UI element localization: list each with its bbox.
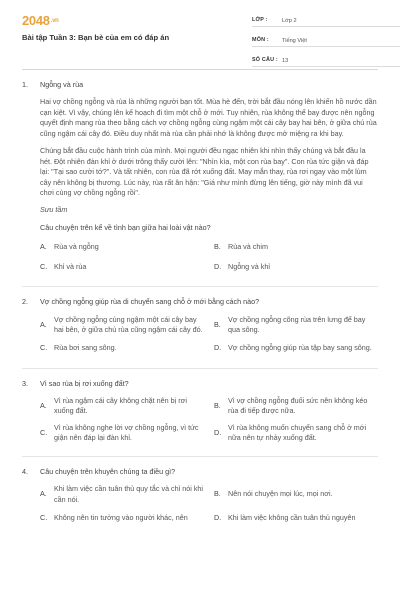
question-3 [22, 379, 378, 444]
question-4 [22, 467, 378, 525]
logo-tld: .vn [50, 18, 59, 24]
reading-passage [40, 97, 378, 215]
option-text: Vợ chồng ngỗng giúp rùa tập bay sang sông. [228, 343, 372, 353]
question-1 [22, 80, 378, 274]
option-text: Khi làm việc không cần tuân thủ nguyên [228, 512, 356, 522]
question-number: 1. [22, 80, 28, 89]
option-letter: D. [214, 428, 222, 438]
question-divider [22, 368, 378, 369]
meta-value: Tiếng Việt [282, 37, 307, 44]
meta-row-subject [252, 34, 400, 47]
answer-options [40, 396, 378, 444]
option-b[interactable] [214, 315, 378, 336]
option-d[interactable] [214, 260, 378, 274]
page-title: Bài tập Tuần 3: Bạn bè của em có đáp án [22, 33, 170, 42]
option-a[interactable] [40, 484, 204, 505]
option-a[interactable] [40, 240, 204, 254]
option-letter: C. [40, 512, 48, 522]
option-a[interactable] [40, 396, 204, 417]
meta-key: SỐ CÂU : [252, 57, 278, 64]
option-letter: B. [214, 401, 221, 411]
option-d[interactable] [214, 423, 378, 444]
option-text: Vợ chồng ngỗng cõng rùa trên lưng để bay qua sông. [228, 314, 366, 335]
option-text: Không nên tin tưởng vào người khác, nên [54, 512, 188, 522]
answer-options [40, 484, 378, 525]
question-number: 2. [22, 297, 28, 307]
option-c[interactable] [40, 260, 204, 274]
option-c[interactable] [40, 511, 204, 525]
option-letter: D. [214, 343, 222, 353]
answer-options [40, 240, 378, 274]
option-c[interactable] [40, 342, 204, 356]
option-c[interactable] [40, 423, 204, 444]
site-logo[interactable] [22, 12, 59, 31]
option-d[interactable] [214, 342, 378, 356]
passage-paragraph: Chúng bắt đầu cuộc hành trình của mình. Mọi người đều ngạc nhiên khi nhìn thấy chúng và bắt đầu la hét. Đột nhiên đàn khỉ ở dưới trông thấy cười lên: "Nhìn kìa, một con rùa bay". Con rùa tức giận và đáp lại: "Tại sao cười tớ?". Và tất nhiên, con rùa đã rớt xuống đất. May mắn thay, rùa rơi ngay vào một lùm cây nên không bị thương. Lúc này, rùa rất ân hận: "Giá như mình đừng lên tiếng, giờ này mình đã vui chơi cùng vợ chồng ngỗng rồi". [40, 146, 369, 197]
answer-options [40, 315, 378, 356]
question-divider [22, 456, 378, 457]
meta-value: 13 [282, 57, 289, 64]
meta-info [252, 14, 400, 74]
option-letter: A. [40, 319, 47, 329]
option-d[interactable] [214, 511, 378, 525]
option-a[interactable] [40, 315, 204, 336]
meta-row-class [252, 14, 400, 27]
option-letter: A. [40, 401, 47, 411]
option-letter: B. [214, 319, 221, 329]
question-heading: Ngỗng và rùa [40, 80, 84, 89]
question-heading: Vợ chồng ngỗng giúp rùa di chuyển sang chỗ ở mới bằng cách nào? [40, 297, 260, 307]
logo-number: 2048 [22, 13, 50, 28]
question-2 [22, 297, 378, 355]
option-text: Rùa và chim [228, 242, 268, 252]
option-text: Vợ chồng ngỗng cùng ngậm một cái cây bay hai bên, ở giữa chú rùa cũng ngậm cái cây đó. [54, 314, 203, 335]
question-number: 3. [22, 378, 28, 388]
option-text: Rùa bơi sang sông. [54, 343, 117, 353]
option-text: Nên nói chuyện mọi lúc, mọi nơi. [228, 489, 333, 499]
option-letter: D. [214, 262, 222, 272]
option-text: Vì rùa không nghe lời vợ chồng ngỗng, vì tức giận nên đáp lại đàn khỉ. [54, 422, 199, 443]
meta-key: MÔN : [252, 37, 269, 44]
question-number: 4. [22, 466, 28, 476]
meta-row-count [252, 54, 400, 67]
option-text: Khỉ và rùa [54, 262, 87, 272]
option-letter: A. [40, 489, 47, 499]
option-letter: B. [214, 242, 221, 252]
option-text: Ngỗng và khỉ [228, 262, 270, 272]
option-b[interactable] [214, 396, 378, 417]
worksheet-content [22, 70, 378, 525]
question-divider [22, 286, 378, 287]
option-letter: B. [214, 489, 221, 499]
option-letter: C. [40, 428, 48, 438]
meta-key: LỚP : [252, 17, 268, 24]
passage-paragraph: Hai vợ chồng ngỗng và rùa là những người bạn tốt. Mùa hè đến, trời bắt đầu nóng lên khiến hồ nước dần cạn kiệt. Vì vậy, chúng lên kế hoạch đi tìm một chỗ ở mới. Tuy nhiên, rùa không thể bay được nên ngỗng quyết định mang rùa theo bằng cách vợ chồng ngỗng cùng ngậm một cái cây bay hai bên, ở giữa chú rùa cũng ngậm cái cây đó. Điều duy nhất mà rùa cần phải nhớ là không được mở miệng ra khi bay. [40, 97, 377, 138]
option-text: Vì rùa không muốn chuyển sang chỗ ở mới nữa nên tự nhảy xuống đất. [228, 422, 367, 443]
option-text: Vì vợ chồng ngỗng đuối sức nên không kéo rùa đi tiếp được nữa. [228, 396, 368, 416]
option-text: Vì rùa ngậm cái cây không chặt nên bị rơi xuống đất. [54, 396, 187, 416]
option-letter: C. [40, 262, 48, 272]
option-text: Khi làm việc cần tuân thủ quy tắc và chỉ nói khi cần nói. [54, 484, 204, 504]
option-b[interactable] [214, 484, 378, 505]
option-letter: A. [40, 242, 47, 252]
question-heading: Câu chuyện trên khuyên chúng ta điều gì? [40, 466, 176, 476]
option-b[interactable] [214, 240, 378, 254]
worksheet-header [22, 0, 378, 70]
option-letter: D. [214, 512, 222, 522]
passage-source: Sưu tầm [40, 205, 68, 215]
option-letter: C. [40, 343, 48, 353]
question-prompt: Câu chuyện trên kể về tình bạn giữa hai loài vật nào? [40, 222, 211, 232]
option-text: Rùa và ngỗng [54, 242, 99, 252]
question-heading: Vì sao rùa bị rơi xuống đất? [40, 378, 129, 388]
meta-value: Lớp 2 [282, 17, 297, 24]
